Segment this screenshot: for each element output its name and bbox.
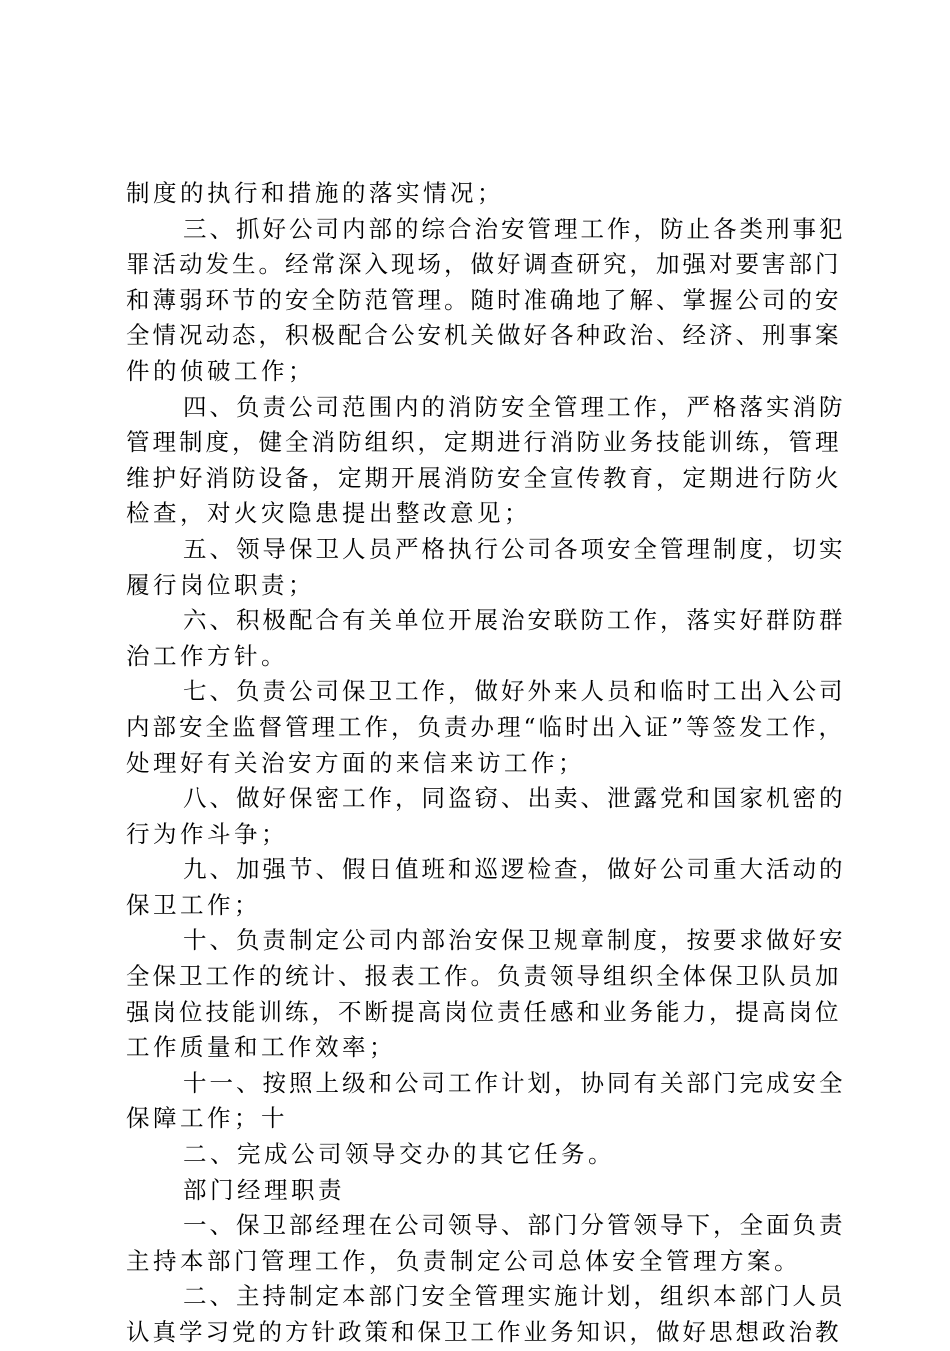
document-line: 处理好有关治安方面的来信来访工作； <box>126 748 585 777</box>
document-line: 十、负责制定公司内部治安保卫规章制度，按要求做好安 <box>183 926 846 955</box>
document-line: 检查，对火灾隐患提出整改意见； <box>126 499 531 528</box>
document-line: 四、负责公司范围内的消防安全管理工作，严格落实消防 <box>183 392 846 421</box>
document-line: 罪活动发生。经常深入现场，做好调查研究，加强对要害部门 <box>126 250 842 279</box>
document-line: 行为作斗争； <box>126 819 288 848</box>
document-line: 二、主持制定本部门安全管理实施计划，组织本部门人员 <box>183 1282 846 1311</box>
document-body <box>126 176 846 1351</box>
document-line: 和薄弱环节的安全防范管理。随时准确地了解、掌握公司的安 <box>126 285 842 314</box>
document-line: 全保卫工作的统计、报表工作。负责领导组织全体保卫队员加 <box>126 962 842 991</box>
document-line: 保障工作；十 <box>126 1104 288 1133</box>
document-line: 五、领导保卫人员严格执行公司各项安全管理制度，切实 <box>183 534 846 563</box>
document-line: 二、完成公司领导交办的其它任务。 <box>183 1140 615 1169</box>
document-line: 工作质量和工作效率； <box>126 1033 396 1062</box>
document-line: 七、负责公司保卫工作，做好外来人员和临时工出入公司 <box>183 677 846 706</box>
document-line: 主持本部门管理工作，负责制定公司总体安全管理方案。 <box>126 1246 801 1275</box>
document-line: 制度的执行和措施的落实情况； <box>126 179 504 207</box>
document-line: 六、积极配合有关单位开展治安联防工作，落实好群防群 <box>183 606 846 635</box>
document-line: 认真学习党的方针政策和保卫工作业务知识，做好思想政治教 <box>126 1318 842 1346</box>
document-line: 件的侦破工作； <box>126 356 315 385</box>
document-line: 九、加强节、假日值班和巡逻检查，做好公司重大活动的 <box>183 855 846 884</box>
document-line: 全情况动态，积极配合公安机关做好各种政治、经济、刑事案 <box>126 321 842 350</box>
document-line: 履行岗位职责； <box>126 570 315 599</box>
document-line: 一、保卫部经理在公司领导、部门分管领导下，全面负责 <box>183 1211 846 1240</box>
document-line: 强岗位技能训练，不断提高岗位责任感和业务能力，提高岗位 <box>126 997 842 1026</box>
document-line: 八、做好保密工作，同盗窃、出卖、泄露党和国家机密的 <box>183 784 846 813</box>
document-line: 保卫工作； <box>126 890 261 919</box>
document-line: 三、抓好公司内部的综合治安管理工作，防止各类刑事犯 <box>183 214 846 243</box>
document-line: 部门经理职责 <box>183 1175 345 1204</box>
document-line: 管理制度，健全消防组织，定期进行消防业务技能训练，管理 <box>126 428 842 457</box>
document-line: 内部安全监督管理工作，负责办理“临时出入证”等签发工作， <box>126 712 846 741</box>
document-line: 维护好消防设备，定期开展消防安全宣传教育，定期进行防火 <box>126 463 842 492</box>
document-line: 十一、按照上级和公司工作计划，协同有关部门完成安全 <box>183 1068 846 1097</box>
document-line: 治工作方针。 <box>126 641 288 670</box>
